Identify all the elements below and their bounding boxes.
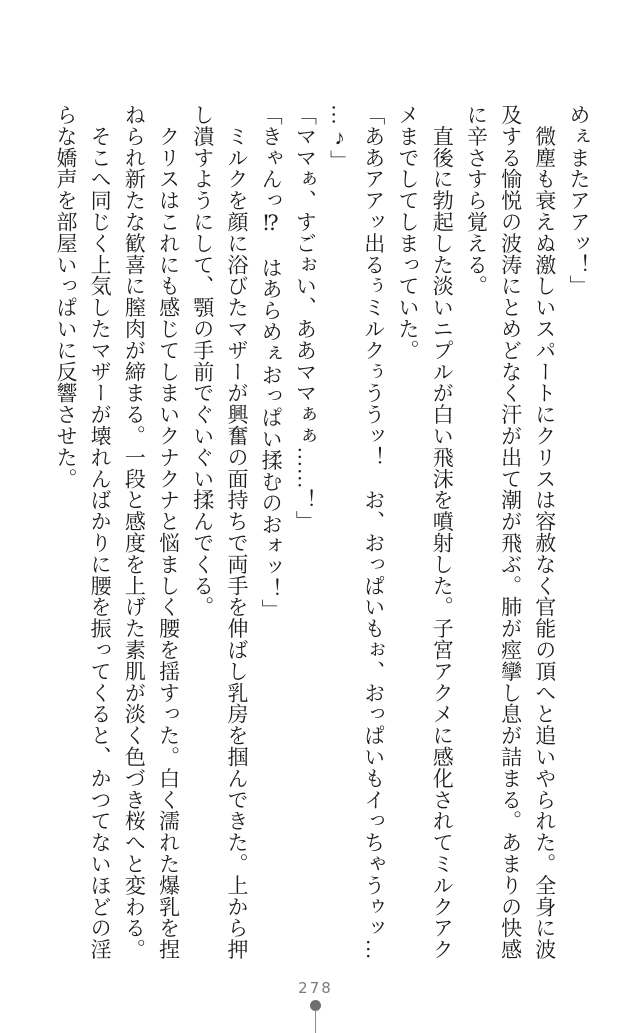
text-line: 「ああアアッ出るぅミルクぅううッ！ お、おっぱいもぉ、おっぱいもイっちゃうゥッ… (361, 104, 386, 960)
text-line: クリスはこれにも感じてしまいクナクナと悩ましく腰を揺すった。白く濡れた爆乳を捏 (156, 104, 181, 960)
text-line: ねられ新たな歓喜に膣肉が締まる。一段と感度を上げた素肌が淡く色づき桜へと変わる。 (122, 104, 147, 960)
text-line: メまでしてしまっていた。 (395, 104, 420, 361)
text-line: ミルクを顔に浴びたマザーが興奮の面持ちで両手を伸ばし乳房を掴んできた。上から押 (224, 104, 249, 960)
text-line: 「ママぁ、すごぉい、ああママぁぁ……！」 (293, 104, 318, 532)
footer-line-ornament (315, 1010, 316, 1033)
text-line: し潰すようにして、顎の手前でぐいぐい揉んでくる。 (190, 104, 215, 618)
text-line: に辛さすら覚える。 (464, 104, 489, 297)
page-text (49, 104, 596, 964)
text-line: 微塵も衰えぬ激しいスパートにクリスは容赦なく官能の頂へと追いやられた。全身に波 (532, 104, 557, 960)
text-line: 「きゃんっ⁉ はあらめぇおっぱい揉むのおォッ！」 (259, 104, 284, 621)
text-line: 直後に勃起した淡いニプルが白い飛沫を噴射した。子宮アクメに感化されてミルクアク (430, 104, 455, 960)
text-line: らな嬌声を部屋いっぱいに反響させた。 (53, 104, 78, 490)
text-line: …♪」 (327, 104, 352, 172)
text-line: めぇまたアアッ！」 (567, 104, 591, 297)
text-line: 及する愉悦の波涛にとめどなく汗が出て潮が飛ぶ。肺が痙攣し息が詰まる。あまりの快感 (498, 104, 523, 960)
page-number: 278 (298, 979, 333, 997)
text-line: そこへ同じく上気したマザーが壊れんばかりに腰を振ってくると、かつてないほどの淫 (88, 104, 113, 960)
